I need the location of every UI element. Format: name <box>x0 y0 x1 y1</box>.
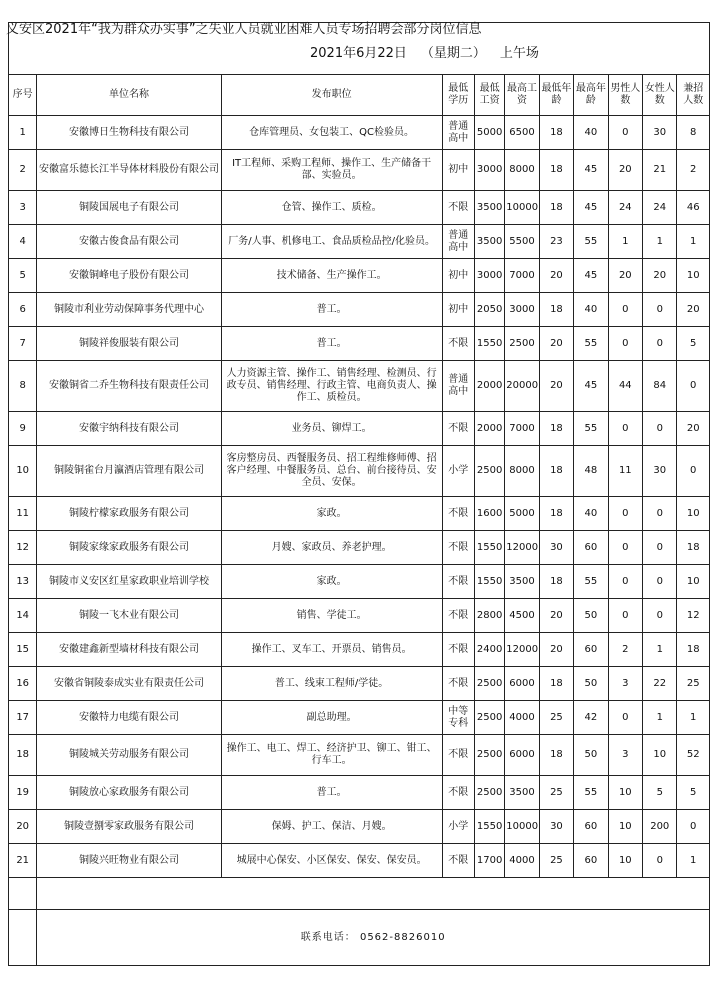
cell-seq: 4 <box>9 225 37 259</box>
cell-min-age: 25 <box>539 701 573 735</box>
table-row <box>9 293 710 327</box>
cell-max-salary: 12000 <box>505 531 539 565</box>
table-row <box>9 531 710 565</box>
cell-max-age: 60 <box>574 810 608 844</box>
cell-min-salary: 2000 <box>474 361 504 412</box>
cell-part-time: 1 <box>677 844 710 878</box>
cell-max-age: 42 <box>574 701 608 735</box>
cell-jobs: 月嫂、家政员、养老护理。 <box>221 531 442 565</box>
cell-male: 0 <box>608 497 642 531</box>
cell-part-time: 20 <box>677 412 710 446</box>
cell-seq: 18 <box>9 735 37 776</box>
cell-seq: 7 <box>9 327 37 361</box>
cell-female: 30 <box>643 116 677 150</box>
event-weekday: （星期二） <box>420 46 486 61</box>
cell-max-age: 40 <box>574 293 608 327</box>
cell-edu: 普通高中 <box>442 361 474 412</box>
cell-jobs: 家政。 <box>221 565 442 599</box>
cell-part-time: 10 <box>677 565 710 599</box>
cell-male: 10 <box>608 844 642 878</box>
cell-female: 1 <box>643 633 677 667</box>
cell-part-time: 5 <box>677 327 710 361</box>
cell-company: 安徽特力电缆有限公司 <box>37 701 221 735</box>
cell-min-salary: 2500 <box>474 776 504 810</box>
cell-min-age: 30 <box>539 531 573 565</box>
header-min-salary: 最低工资 <box>474 75 504 116</box>
cell-seq: 13 <box>9 565 37 599</box>
cell-min-salary: 1550 <box>474 810 504 844</box>
cell-part-time: 10 <box>677 259 710 293</box>
event-session: 上午场 <box>499 46 539 61</box>
cell-part-time: 1 <box>677 225 710 259</box>
document-subtitle <box>310 46 553 62</box>
cell-seq: 10 <box>9 446 37 497</box>
cell-max-salary: 10000 <box>505 810 539 844</box>
cell-female: 30 <box>643 446 677 497</box>
cell-part-time: 0 <box>677 810 710 844</box>
cell-male: 2 <box>608 633 642 667</box>
cell-min-salary: 3500 <box>474 225 504 259</box>
cell-company: 安徽铜峰电子股份有限公司 <box>37 259 221 293</box>
cell-min-salary: 2500 <box>474 446 504 497</box>
header-part-time: 兼招人数 <box>677 75 710 116</box>
cell-male: 0 <box>608 412 642 446</box>
cell-seq: 3 <box>9 191 37 225</box>
cell-jobs: IT工程师、采购工程师、操作工、生产储备干部、实验员。 <box>221 150 442 191</box>
cell-edu: 初中 <box>442 150 474 191</box>
table-row <box>9 191 710 225</box>
table-row <box>9 810 710 844</box>
cell-company: 安徽铜省二乔生物科技有限责任公司 <box>37 361 221 412</box>
contact-phone: 联系电话： 0562-8826010 <box>37 910 710 966</box>
cell-min-salary: 3000 <box>474 259 504 293</box>
footer-row <box>9 910 710 966</box>
cell-max-age: 55 <box>574 412 608 446</box>
cell-edu: 不限 <box>442 735 474 776</box>
cell-min-age: 18 <box>539 150 573 191</box>
cell-min-age: 18 <box>539 446 573 497</box>
cell-edu: 不限 <box>442 776 474 810</box>
cell-jobs: 人力资源主管、操作工、销售经理、检测员、行政专员、销售经理、行政主管、电商负责人、操作工、质检员。 <box>221 361 442 412</box>
cell-female: 200 <box>643 810 677 844</box>
cell-female: 0 <box>643 531 677 565</box>
cell-company: 铜陵壹捌零家政服务有限公司 <box>37 810 221 844</box>
cell-max-salary: 20000 <box>505 361 539 412</box>
cell-max-salary: 12000 <box>505 633 539 667</box>
cell-min-age: 20 <box>539 599 573 633</box>
cell-female: 10 <box>643 735 677 776</box>
header-row <box>9 75 710 116</box>
cell-male: 1 <box>608 225 642 259</box>
cell-min-salary: 1550 <box>474 565 504 599</box>
table-row <box>9 116 710 150</box>
cell-max-salary: 7000 <box>505 412 539 446</box>
cell-company: 铜陵国展电子有限公司 <box>37 191 221 225</box>
cell-female: 1 <box>643 225 677 259</box>
cell-max-salary: 4500 <box>505 599 539 633</box>
cell-part-time: 18 <box>677 633 710 667</box>
cell-edu: 普通高中 <box>442 225 474 259</box>
cell-max-salary: 3500 <box>505 776 539 810</box>
cell-min-age: 18 <box>539 191 573 225</box>
cell-max-age: 60 <box>574 844 608 878</box>
cell-min-salary: 2050 <box>474 293 504 327</box>
cell-seq: 6 <box>9 293 37 327</box>
cell-company: 安徽博日生物科技有限公司 <box>37 116 221 150</box>
cell-part-time: 5 <box>677 776 710 810</box>
cell-jobs: 仓管、操作工、质检。 <box>221 191 442 225</box>
cell-part-time: 25 <box>677 667 710 701</box>
cell-male: 0 <box>608 565 642 599</box>
cell-seq: 15 <box>9 633 37 667</box>
cell-male: 20 <box>608 259 642 293</box>
cell-max-salary: 10000 <box>505 191 539 225</box>
header-seq: 序号 <box>9 75 37 116</box>
header-max-age: 最高年龄 <box>574 75 608 116</box>
document-title: 义安区2021年“我为群众办实事”之失业人员就业困难人员专场招聘会部分岗位信息 <box>6 22 482 37</box>
header-edu: 最低学历 <box>442 75 474 116</box>
cell-jobs: 城展中心保安、小区保安、保安、保安员。 <box>221 844 442 878</box>
blank-cell <box>37 878 710 910</box>
cell-max-salary: 2500 <box>505 327 539 361</box>
cell-min-salary: 2500 <box>474 667 504 701</box>
cell-company: 铜陵家缘家政服务有限公司 <box>37 531 221 565</box>
cell-company: 安徽省铜陵泰成实业有限责任公司 <box>37 667 221 701</box>
cell-seq: 20 <box>9 810 37 844</box>
cell-female: 22 <box>643 667 677 701</box>
cell-min-age: 18 <box>539 412 573 446</box>
cell-max-age: 48 <box>574 446 608 497</box>
table-row <box>9 412 710 446</box>
cell-min-age: 25 <box>539 844 573 878</box>
cell-min-salary: 1700 <box>474 844 504 878</box>
cell-edu: 不限 <box>442 497 474 531</box>
cell-min-age: 20 <box>539 327 573 361</box>
header-max-salary: 最高工资 <box>505 75 539 116</box>
cell-part-time: 0 <box>677 361 710 412</box>
cell-company: 铜陵市义安区红星家政职业培训学校 <box>37 565 221 599</box>
cell-female: 0 <box>643 412 677 446</box>
cell-seq: 9 <box>9 412 37 446</box>
cell-female: 1 <box>643 701 677 735</box>
job-table <box>8 22 710 966</box>
cell-max-salary: 3000 <box>505 293 539 327</box>
cell-seq: 14 <box>9 599 37 633</box>
cell-min-age: 30 <box>539 810 573 844</box>
cell-jobs: 仓库管理员、女包装工、QC检验员。 <box>221 116 442 150</box>
cell-female: 0 <box>643 565 677 599</box>
table-row <box>9 667 710 701</box>
cell-edu: 普通高中 <box>442 116 474 150</box>
table-row <box>9 599 710 633</box>
cell-female: 24 <box>643 191 677 225</box>
table-row <box>9 633 710 667</box>
cell-company: 铜陵兴旺物业有限公司 <box>37 844 221 878</box>
cell-jobs: 操作工、叉车工、开票员、销售员。 <box>221 633 442 667</box>
cell-part-time: 8 <box>677 116 710 150</box>
cell-jobs: 操作工、电工、焊工、经济护卫、铆工、钳工、行车工。 <box>221 735 442 776</box>
cell-jobs: 技术储备、生产操作工。 <box>221 259 442 293</box>
cell-male: 0 <box>608 701 642 735</box>
table-row <box>9 701 710 735</box>
cell-max-salary: 4000 <box>505 701 539 735</box>
cell-min-age: 18 <box>539 735 573 776</box>
cell-male: 0 <box>608 116 642 150</box>
cell-company: 铜陵一飞木业有限公司 <box>37 599 221 633</box>
cell-female: 0 <box>643 497 677 531</box>
cell-edu: 不限 <box>442 599 474 633</box>
cell-seq: 2 <box>9 150 37 191</box>
cell-max-age: 60 <box>574 633 608 667</box>
cell-edu: 不限 <box>442 412 474 446</box>
cell-jobs: 保姆、护工、保洁、月嫂。 <box>221 810 442 844</box>
cell-max-salary: 4000 <box>505 844 539 878</box>
cell-edu: 不限 <box>442 531 474 565</box>
cell-female: 0 <box>643 844 677 878</box>
cell-company: 铜陵城关劳动服务有限公司 <box>37 735 221 776</box>
cell-max-age: 55 <box>574 327 608 361</box>
cell-max-salary: 5500 <box>505 225 539 259</box>
cell-jobs: 销售、学徒工。 <box>221 599 442 633</box>
cell-male: 0 <box>608 599 642 633</box>
cell-jobs: 业务员、铆焊工。 <box>221 412 442 446</box>
cell-min-salary: 2800 <box>474 599 504 633</box>
cell-part-time: 0 <box>677 446 710 497</box>
cell-min-salary: 3000 <box>474 150 504 191</box>
cell-edu: 初中 <box>442 293 474 327</box>
cell-max-age: 45 <box>574 259 608 293</box>
cell-min-age: 18 <box>539 497 573 531</box>
cell-min-salary: 5000 <box>474 116 504 150</box>
cell-company: 安徽宇纳科技有限公司 <box>37 412 221 446</box>
cell-min-age: 20 <box>539 259 573 293</box>
cell-company: 安徽古俊食品有限公司 <box>37 225 221 259</box>
cell-female: 0 <box>643 293 677 327</box>
cell-min-salary: 1600 <box>474 497 504 531</box>
cell-male: 10 <box>608 810 642 844</box>
cell-jobs: 普工、线束工程师/学徒。 <box>221 667 442 701</box>
cell-min-salary: 2000 <box>474 412 504 446</box>
cell-part-time: 18 <box>677 531 710 565</box>
cell-max-salary: 8000 <box>505 150 539 191</box>
cell-min-age: 18 <box>539 116 573 150</box>
table-row <box>9 735 710 776</box>
cell-edu: 小学 <box>442 810 474 844</box>
cell-max-age: 50 <box>574 667 608 701</box>
cell-max-salary: 3500 <box>505 565 539 599</box>
cell-part-time: 1 <box>677 701 710 735</box>
header-jobs: 发布职位 <box>221 75 442 116</box>
cell-max-age: 40 <box>574 116 608 150</box>
cell-jobs: 副总助理。 <box>221 701 442 735</box>
table-row <box>9 446 710 497</box>
cell-female: 0 <box>643 599 677 633</box>
table-row <box>9 776 710 810</box>
cell-female: 20 <box>643 259 677 293</box>
cell-part-time: 20 <box>677 293 710 327</box>
cell-female: 84 <box>643 361 677 412</box>
cell-jobs: 客房整房员、西餐服务员、招工程维修师傅、招客户经理、中餐服务员、总台、前台接待员、安全员、安保。 <box>221 446 442 497</box>
header-company: 单位名称 <box>37 75 221 116</box>
cell-jobs: 普工。 <box>221 293 442 327</box>
cell-max-salary: 5000 <box>505 497 539 531</box>
cell-male: 3 <box>608 735 642 776</box>
cell-edu: 不限 <box>442 565 474 599</box>
event-date: 2021年6月22日 <box>310 46 407 61</box>
cell-part-time: 2 <box>677 150 710 191</box>
cell-jobs: 普工。 <box>221 776 442 810</box>
cell-max-age: 55 <box>574 776 608 810</box>
cell-female: 0 <box>643 327 677 361</box>
cell-min-age: 18 <box>539 667 573 701</box>
cell-seq: 8 <box>9 361 37 412</box>
cell-edu: 不限 <box>442 844 474 878</box>
cell-female: 5 <box>643 776 677 810</box>
cell-seq: 19 <box>9 776 37 810</box>
table-row <box>9 497 710 531</box>
cell-male: 24 <box>608 191 642 225</box>
cell-edu: 中等专科 <box>442 701 474 735</box>
cell-min-salary: 3500 <box>474 191 504 225</box>
cell-max-age: 50 <box>574 735 608 776</box>
cell-edu: 初中 <box>442 259 474 293</box>
blank-row <box>9 878 710 910</box>
table-row <box>9 844 710 878</box>
cell-edu: 不限 <box>442 667 474 701</box>
cell-max-age: 45 <box>574 361 608 412</box>
cell-company: 铜陵祥俊服装有限公司 <box>37 327 221 361</box>
cell-max-salary: 7000 <box>505 259 539 293</box>
cell-jobs: 普工。 <box>221 327 442 361</box>
cell-part-time: 10 <box>677 497 710 531</box>
cell-min-age: 23 <box>539 225 573 259</box>
cell-min-salary: 2400 <box>474 633 504 667</box>
cell-seq: 12 <box>9 531 37 565</box>
table-row <box>9 565 710 599</box>
cell-company: 铜陵放心家政服务有限公司 <box>37 776 221 810</box>
cell-seq: 1 <box>9 116 37 150</box>
header-male: 男性人数 <box>608 75 642 116</box>
cell-part-time: 52 <box>677 735 710 776</box>
cell-company: 铜陵铜雀台月瀛酒店管理有限公司 <box>37 446 221 497</box>
cell-edu: 不限 <box>442 327 474 361</box>
cell-min-age: 25 <box>539 776 573 810</box>
cell-male: 0 <box>608 293 642 327</box>
cell-max-age: 55 <box>574 225 608 259</box>
header-min-age: 最低年龄 <box>539 75 573 116</box>
cell-company: 安徽建鑫新型墙材科技有限公司 <box>37 633 221 667</box>
cell-male: 0 <box>608 531 642 565</box>
cell-max-age: 55 <box>574 565 608 599</box>
table-row <box>9 361 710 412</box>
cell-part-time: 46 <box>677 191 710 225</box>
cell-part-time: 12 <box>677 599 710 633</box>
table-row <box>9 150 710 191</box>
cell-min-age: 18 <box>539 565 573 599</box>
table-row <box>9 327 710 361</box>
cell-max-salary: 6500 <box>505 116 539 150</box>
cell-max-age: 60 <box>574 531 608 565</box>
cell-seq: 11 <box>9 497 37 531</box>
cell-seq: 17 <box>9 701 37 735</box>
cell-male: 44 <box>608 361 642 412</box>
cell-male: 0 <box>608 327 642 361</box>
cell-seq: 16 <box>9 667 37 701</box>
cell-jobs: 厂务/人事、机修电工、食品质检品控/化验员。 <box>221 225 442 259</box>
header-female: 女性人数 <box>643 75 677 116</box>
cell-edu: 小学 <box>442 446 474 497</box>
cell-seq: 5 <box>9 259 37 293</box>
cell-max-age: 40 <box>574 497 608 531</box>
cell-company: 安徽富乐德长江半导体材料股份有限公司 <box>37 150 221 191</box>
cell-min-age: 20 <box>539 633 573 667</box>
cell-male: 20 <box>608 150 642 191</box>
cell-male: 3 <box>608 667 642 701</box>
cell-min-age: 18 <box>539 293 573 327</box>
cell-max-age: 50 <box>574 599 608 633</box>
cell-min-salary: 2500 <box>474 735 504 776</box>
cell-company: 铜陵市利业劳动保障事务代理中心 <box>37 293 221 327</box>
cell-seq: 21 <box>9 844 37 878</box>
table-row <box>9 225 710 259</box>
footer-cell-left <box>9 910 37 966</box>
cell-min-salary: 1550 <box>474 327 504 361</box>
cell-min-salary: 1550 <box>474 531 504 565</box>
cell-female: 21 <box>643 150 677 191</box>
cell-edu: 不限 <box>442 191 474 225</box>
cell-max-salary: 8000 <box>505 446 539 497</box>
cell-min-age: 20 <box>539 361 573 412</box>
cell-jobs: 家政。 <box>221 497 442 531</box>
cell-company: 铜陵柠檬家政服务有限公司 <box>37 497 221 531</box>
cell-edu: 不限 <box>442 633 474 667</box>
blank-cell <box>9 878 37 910</box>
cell-max-age: 45 <box>574 150 608 191</box>
table-row <box>9 259 710 293</box>
cell-max-age: 45 <box>574 191 608 225</box>
cell-male: 11 <box>608 446 642 497</box>
cell-max-salary: 6000 <box>505 735 539 776</box>
cell-male: 10 <box>608 776 642 810</box>
cell-max-salary: 6000 <box>505 667 539 701</box>
cell-min-salary: 2500 <box>474 701 504 735</box>
